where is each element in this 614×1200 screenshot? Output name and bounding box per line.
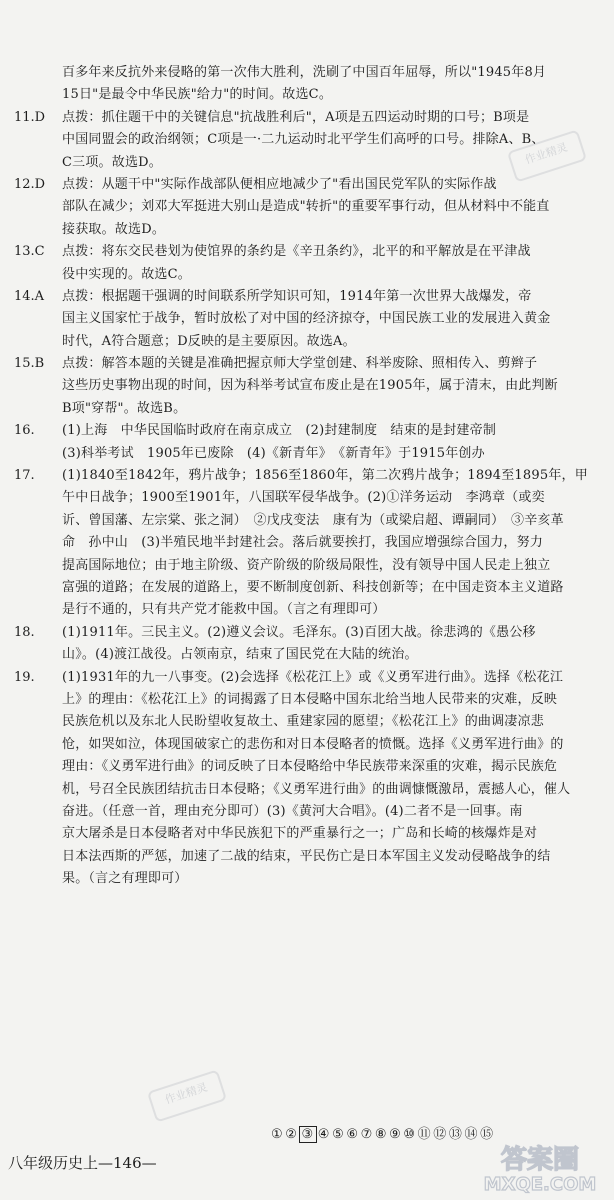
answer-line: 中国同盟会的政治纲领；C项是一·二九运动时北平学生们高呼的口号。排除A、B、 <box>62 132 545 148</box>
answer-line: 富强的道路；在发展的道路上，要不断制度创新、科技创新等；在中国走资本主义道路 <box>62 579 564 595</box>
answer-line: 是行不通的，只有共产党才能救中国。（言之有理即可） <box>62 602 386 618</box>
answer-number: 12.D <box>14 176 46 192</box>
answer-line: 国主义国家忙于战争，暂时放松了对中国的经济掠夺，中国民族工业的发展进入黄金 <box>62 311 551 327</box>
answer-line: (3)科举考试 1905年已废除 (4)《新青年》 《新青年》于1915年创办 <box>62 445 485 461</box>
intro-paragraph <box>14 62 600 107</box>
answer-number: 14.A <box>14 288 45 304</box>
answer-text <box>62 420 600 465</box>
page-number: ⑮ <box>480 1127 494 1142</box>
answer-line: 民族危机以及东北人民盼望收复故土、重建家园的愿望；《松花江上》的曲调凄凉悲 <box>62 714 544 730</box>
page-number: ⑦ <box>360 1127 373 1142</box>
answer-item <box>14 241 600 286</box>
answer-number: 16. <box>14 423 35 439</box>
page-number: ② <box>285 1127 298 1142</box>
answer-line: (1)1911年。三民主义。(2)遵义会议。毛泽东。(3)百团大战。徐悲鸿的《愚公移 <box>62 624 536 640</box>
answer-line: 提高国际地位；由于地主阶级、资产阶级的阶级局限性，没有领导中国人民走上独立 <box>62 557 551 573</box>
answer-line: 午中日战争；1900至1901年，八国联军侵华战争。(2)①洋务运动 李鸿章（或奕 <box>62 490 545 506</box>
page-number: ⑥ <box>346 1127 359 1142</box>
page-number: ⑤ <box>332 1127 345 1142</box>
answer-line: 时代，A符合题意；D反映的是主要原因。故选A。 <box>62 333 356 349</box>
answer-line: 机，号召全民族团结抗击日本侵略；《义勇军进行曲》的曲调慷慨激昂，震撼人心，催人 <box>62 781 571 797</box>
answer-list <box>14 107 600 891</box>
answer-text <box>62 465 600 622</box>
page-number-current: ③ <box>299 1126 317 1143</box>
answer-item <box>14 420 600 465</box>
page-footer-label: 八年级历史上—146— <box>8 1154 157 1172</box>
page-number: ⑨ <box>389 1127 402 1142</box>
answer-line: 䜣、曾国藩、左宗棠、张之洞） ②戊戌变法 康有为（或梁启超、谭嗣同） ③辛亥革 <box>62 512 564 528</box>
answer-line: (1)上海 中华民国临时政府在南京成立 (2)封建制度 结束的是封建帝制 <box>62 423 497 439</box>
watermark-logo <box>470 1138 610 1196</box>
answer-number: 15.B <box>14 356 45 372</box>
page-number: ⑬ <box>448 1127 463 1142</box>
answer-item <box>14 353 600 420</box>
watermark-url-text: MXQE.COM <box>483 1174 597 1195</box>
watermark-brand-text: 答案圈 <box>500 1145 580 1175</box>
answer-text <box>62 622 600 667</box>
answer-line: 奋进。（任意一首，理由充分即可）(3)《黄河大合唱》。(4)二者不是一回事。南 <box>62 803 523 819</box>
answer-line: 怆，如哭如泣，体现国破家亡的悲伤和对日本侵略者的愤慨。选择《义勇军进行曲》的 <box>62 736 564 752</box>
watermark-stamp-icon <box>147 1069 227 1122</box>
page-number: ④ <box>317 1127 331 1142</box>
answer-line: 部队在减少；刘邓大军挺进大别山是造成"转折"的重要军事行动，但从材料中不能直 <box>62 199 550 215</box>
page-number: ⑭ <box>464 1127 479 1142</box>
answer-number: 19. <box>14 669 35 685</box>
answer-line: (1)1931年的九一八事变。(2)会选择《松花江上》或《义勇军进行曲》。选择《松花江 <box>62 669 564 685</box>
page-number-strip <box>270 1123 495 1142</box>
answer-item <box>14 667 600 891</box>
answer-text <box>62 174 600 241</box>
answer-text <box>62 286 600 353</box>
answer-text <box>62 241 600 286</box>
answer-text <box>62 353 600 420</box>
intro-line: 15日"是最令中华民族"给力"的时间。故选C。 <box>62 87 333 103</box>
answer-line: B项"穿帮"。故选B。 <box>62 400 187 416</box>
answer-number: 11.D <box>14 109 46 125</box>
answer-item <box>14 622 600 667</box>
watermark-label: 作业精灵 <box>163 1080 210 1107</box>
watermark-logo-icon <box>470 1138 610 1196</box>
answer-line: 点拨：从题干中"实际作战部队便相应地减少了"看出国民党军队的实际作战 <box>62 176 497 192</box>
answer-line: 接获取。故选D。 <box>62 221 166 237</box>
answer-line: 点拨：将东交民巷划为使馆界的条约是《辛丑条约》，北平的和平解放是在平津战 <box>62 244 531 260</box>
answer-line: 这些历史事物出现的时间，因为科举考试宣布废止是在1905年，属于清末，由此判断 <box>62 378 558 394</box>
answer-number: 17. <box>14 468 35 484</box>
answer-item <box>14 465 600 622</box>
page-number: ⑫ <box>433 1127 447 1142</box>
page-number: ⑩ <box>403 1127 416 1142</box>
answer-line: 点拨：抓住题干中的关键信息"抗战胜利后"，A项是五四运动时期的口号；B项是 <box>62 109 530 125</box>
answer-line: 理由：《义勇军进行曲》的词反映了日本侵略给中华民族带来深重的灾难，揭示民族危 <box>62 759 558 775</box>
page-number: ⑪ <box>417 1127 432 1142</box>
page-number: ⑧ <box>374 1127 388 1142</box>
answer-line: 山》。(4)渡江战役。占领南京，结束了国民党在大陆的统治。 <box>62 647 418 663</box>
answer-line: 命 孙中山 (3)半殖民地半封建社会。落后就要挨打，我国应增强综合国力，努力 <box>62 535 544 551</box>
answer-text <box>62 667 600 891</box>
answer-line: C三项。故选D。 <box>62 154 162 170</box>
answer-line: 点拨：解答本题的关键是准确把握京师大学堂创建、科举废除、照相传入、剪辫子 <box>62 356 538 372</box>
answer-line: 日本法西斯的严惩，加速了二战的结束，平民伤亡是日本军国主义发动侵略战争的结 <box>62 848 551 864</box>
answer-item <box>14 286 600 353</box>
intro-line: 百多年来反抗外来侵略的第一次伟大胜利，洗刷了中国百年屈辱，所以"1945年8月 <box>62 65 547 80</box>
answer-content <box>14 62 600 890</box>
answer-item <box>14 174 600 241</box>
answer-line: 京大屠杀是日本侵略者对中华民族犯下的严重暴行之一；广岛和长崎的核爆炸是对 <box>62 826 538 842</box>
answer-line: 点拨：根据题干强调的时间联系所学知识可知，1914年第一次世界大战爆发，帝 <box>62 288 532 304</box>
watermark-label: 作业精灵 <box>523 140 570 167</box>
answer-line: 果。（言之有理即可） <box>62 871 188 887</box>
answer-line: 上》的理由：《松花江上》的词揭露了日本侵略中国东北给当地人民带来的灾难，反映 <box>62 691 558 707</box>
answer-number: 13.C <box>14 244 45 260</box>
answer-line: (1)1840至1842年，鸦片战争；1856至1860年，第二次鸦片战争；1894至1895年，甲 <box>62 468 588 484</box>
answer-line: 役中实现的。故选C。 <box>62 266 191 282</box>
answer-number: 18. <box>14 624 35 640</box>
page-number: ① <box>271 1127 284 1142</box>
